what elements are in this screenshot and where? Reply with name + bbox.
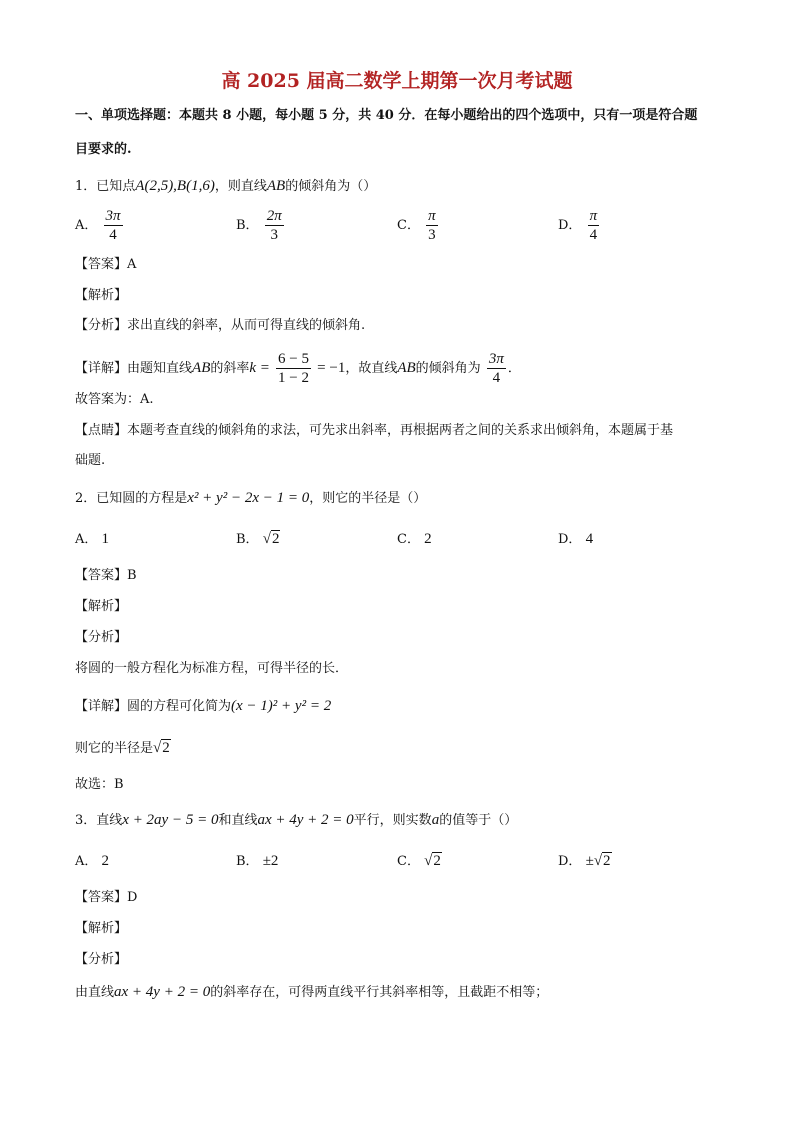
q3-fenxi-label: 【分析】 — [75, 952, 128, 967]
q1-jiexi-label: 【解析】 — [75, 288, 128, 303]
q2-detail: 【详解】圆的方程可化简为(x − 1)² + y² = 2 — [75, 698, 332, 714]
q3-option-d: D． ±√2 — [558, 853, 611, 869]
q1-option-b: B． $\frac{2\pi}{3}$ — [236, 208, 282, 243]
q3-option-b: B． ±2 — [236, 853, 279, 869]
section-heading-line1: 一、单项选择题：本题共 8 小题，每小题 5 分，共 40 分．在每小题给出的四个选项中，只有一项是符合题 — [75, 108, 698, 123]
q2-option-c: C． 2 — [397, 531, 432, 547]
q2-option-b: B． √2 — [236, 531, 280, 547]
q1-stem: 1．已知点A(2,5),B(1,6)，则直线AB的倾斜角为（） — [75, 178, 377, 194]
section-heading-line2: 目要求的. — [75, 142, 132, 157]
q2-option-d: D． 4 — [558, 531, 594, 547]
q1-dianjing-line2: 础题. — [75, 453, 106, 468]
q2-stem: 2．已知圆的方程是x² + y² − 2x − 1 = 0，则它的半径是（） — [75, 490, 427, 506]
q2-jiexi-label: 【解析】 — [75, 599, 128, 614]
q1-option-a: A． $\frac{3\pi}{4}$ — [75, 208, 121, 243]
q3-option-a: A． 2 — [75, 853, 110, 869]
q2-conclusion: 故选：B — [75, 777, 124, 792]
q3-answer: 【答案】D — [75, 890, 138, 905]
q1-fenxi: 【分析】求出直线的斜率，从而可得直线的倾斜角. — [75, 318, 366, 333]
q1-option-d: D． $\frac{\pi}{4}$ — [558, 208, 598, 243]
q2-fenxi-label: 【分析】 — [75, 630, 128, 645]
q2-radius: 则它的半径是√2 — [75, 740, 170, 756]
q1-dianjing-line1: 【点睛】本题考查直线的倾斜角的求法，可先求出斜率，再根据两者之间的关系求出倾斜角，本题属于基 — [75, 423, 674, 438]
q1-conclusion: 故答案为：A. — [75, 392, 154, 407]
q2-answer: 【答案】B — [75, 568, 137, 583]
q1-option-c: C． $\frac{\pi}{3}$ — [397, 208, 436, 243]
q2-option-a: A． 1 — [75, 531, 110, 547]
q3-option-c: C． √2 — [397, 853, 441, 869]
q3-jiexi-label: 【解析】 — [75, 921, 128, 936]
page-title: 高 2025 届高二数学上期第一次月考试题 — [221, 70, 573, 92]
q3-stem: 3．直线x + 2ay − 5 = 0和直线ax + 4y + 2 = 0平行，则实数a的值等于（） — [75, 812, 518, 828]
q3-fenxi-text: 由直线ax + 4y + 2 = 0的斜率存在，可得两直线平行其斜率相等，且截距不相等； — [75, 984, 549, 1000]
q1-answer: 【答案】A — [75, 257, 137, 272]
q1-detail: 【详解】由题知直线AB的斜率k = $\frac{6 - 5}{1 - 2}$ = −1，故直线AB的倾斜角为 $\frac{3\pi}{4}$ ． — [75, 351, 521, 386]
q2-fenxi-text: 将圆的一般方程化为标准方程，可得半径的长． — [75, 661, 349, 676]
